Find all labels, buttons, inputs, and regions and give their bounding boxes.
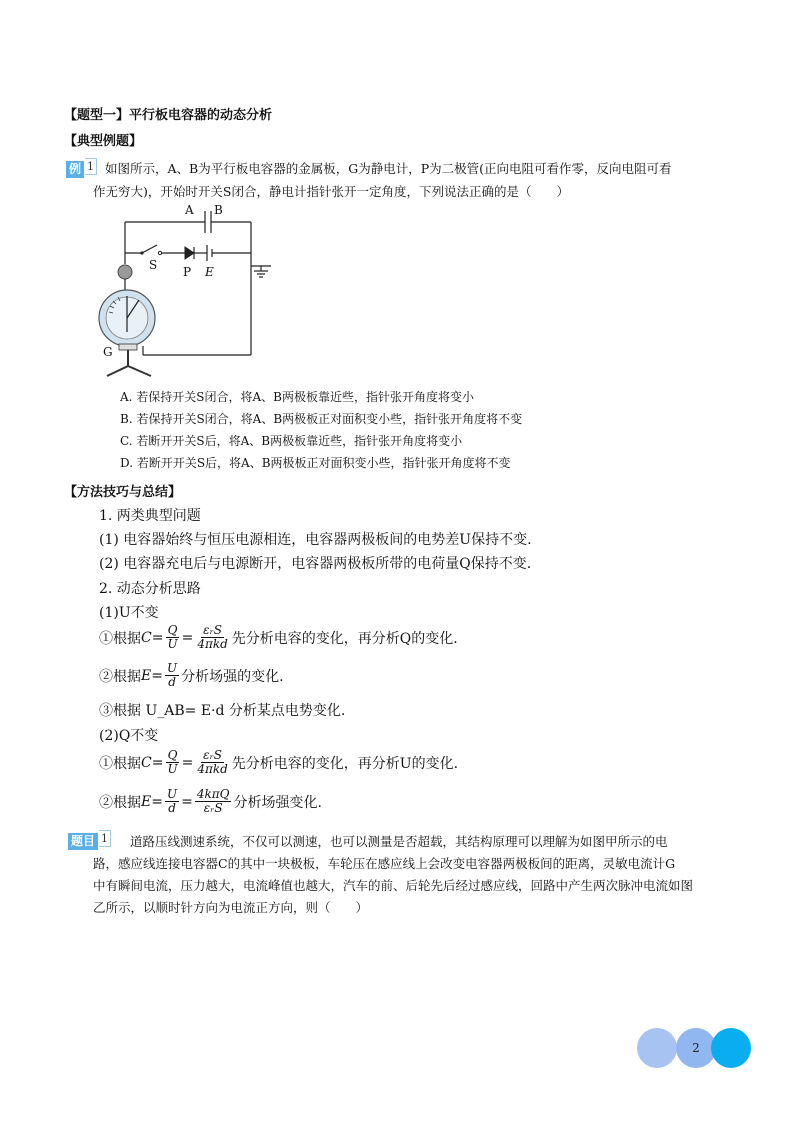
example-badge-number: 1 (85, 158, 97, 175)
label-b: B (214, 203, 223, 217)
page-circle-left (637, 1028, 677, 1068)
rule-1: ①根据 C = $\frac{Q}{U}$ = $\frac{\text{εᵣS}}{\text{4πkd}}$ 先分析电容的变化，再分析Q的变化. (99, 623, 458, 651)
example-badge-label: 例 (66, 161, 84, 178)
fraction-q-over-u: $\frac{Q}{U}$ (167, 623, 178, 651)
option-b: B. 若保持开关S闭合，将A、B两极板正对面积变小些，指针张开角度将不变 (120, 412, 523, 426)
circuit-diagram (95, 198, 285, 383)
section-title-methods: 【方法技巧与总结】 (64, 485, 182, 500)
fraction-capacitance: $\frac{\text{εᵣS}}{\text{4πkd}}$ (197, 623, 228, 651)
summary-para-2: (2) 电容器充电后与电源断开，电容器两极板所带的电荷量Q保持不变. (99, 556, 532, 572)
problem-text-line2: 路，感应线连接电容器C的其中一块极板，车轮压在感应线上会改变电容器两极板间的距离，灵敏电流计G (93, 856, 676, 871)
problem-text-line1: 道路压线测速系统，不仅可以测速，也可以测量是否超载，其结构原理可以理解为如图甲所示的电 (130, 834, 668, 849)
rule-5: ②根据 E = $\frac{U}{d}$ = $\frac{\text{4kπQ}}{\text{εᵣS}}$ 分析场强变化. (99, 787, 322, 815)
page-circle-right (711, 1028, 751, 1068)
q-constant-heading: (2)Q不变 (99, 728, 159, 744)
diode-icon (185, 247, 194, 259)
fraction-u-over-d: $\frac{U}{d}$ (166, 661, 178, 689)
rule-3: ③根据 U_AB= E·d 分析某点电势变化. (99, 703, 346, 719)
label-p: P (183, 265, 192, 279)
option-a: A. 若保持开关S闭合，将A、B两极板靠近些，指针张开角度将变小 (120, 390, 475, 404)
label-e: E (205, 265, 214, 279)
example-text-line2: 作无穷大)，开始时开关S闭合，静电计指针张开一定角度，下列说法正确的是（ ） (93, 184, 569, 199)
summary-heading-2: 2. 动态分析思路 (99, 581, 201, 597)
option-c: C. 若断开开关S后，将A、B两极板靠近些，指针张开角度将变小 (120, 434, 463, 448)
section-title-type1: 【题型一】平行板电容器的动态分析 (64, 108, 273, 123)
rule-2: ②根据 E = $\frac{U}{d}$ 分析场强的变化. (99, 661, 284, 689)
label-g: G (103, 345, 113, 359)
label-a: A (185, 203, 194, 217)
summary-para-1: (1) 电容器始终与恒压电源相连，电容器两极板间的电势差U保持不变. (99, 532, 532, 548)
rule-4: ①根据 C = $\frac{Q}{U}$ = $\frac{\text{εᵣS}}{\text{4πkd}}$ 先分析电容的变化，再分析U的变化. (99, 748, 459, 776)
section-title-examples: 【典型例题】 (64, 134, 143, 149)
label-s: S (149, 258, 158, 272)
example-text-line1: 如图所示，A、B为平行板电容器的金属板，G为静电计，P为二极管(正向电阻可看作零，反向电阻可看 (105, 161, 672, 176)
electrometer-knob-icon (118, 265, 132, 279)
summary-heading-1: 1. 两类典型问题 (99, 508, 201, 524)
example-badge (66, 158, 97, 178)
problem-text-line4: 乙所示，以顺时针方向为电流正方向，则（ ） (93, 900, 369, 915)
u-constant-heading: (1)U不变 (99, 605, 159, 621)
problem-badge (68, 830, 111, 850)
option-d: D. 若断开开关S后，将A、B两极板正对面积变小些，指针张开角度将不变 (120, 456, 511, 470)
problem-badge-number: 1 (99, 830, 111, 847)
problem-badge-label: 题目 (68, 833, 98, 850)
switch-blade (142, 245, 157, 253)
problem-text-line3: 中有瞬间电流，压力越大，电流峰值也越大，汽车的前、后轮先后经过感应线，回路中产生两次脉冲电流如图 (93, 878, 694, 893)
page-number: 2 (692, 1041, 700, 1055)
